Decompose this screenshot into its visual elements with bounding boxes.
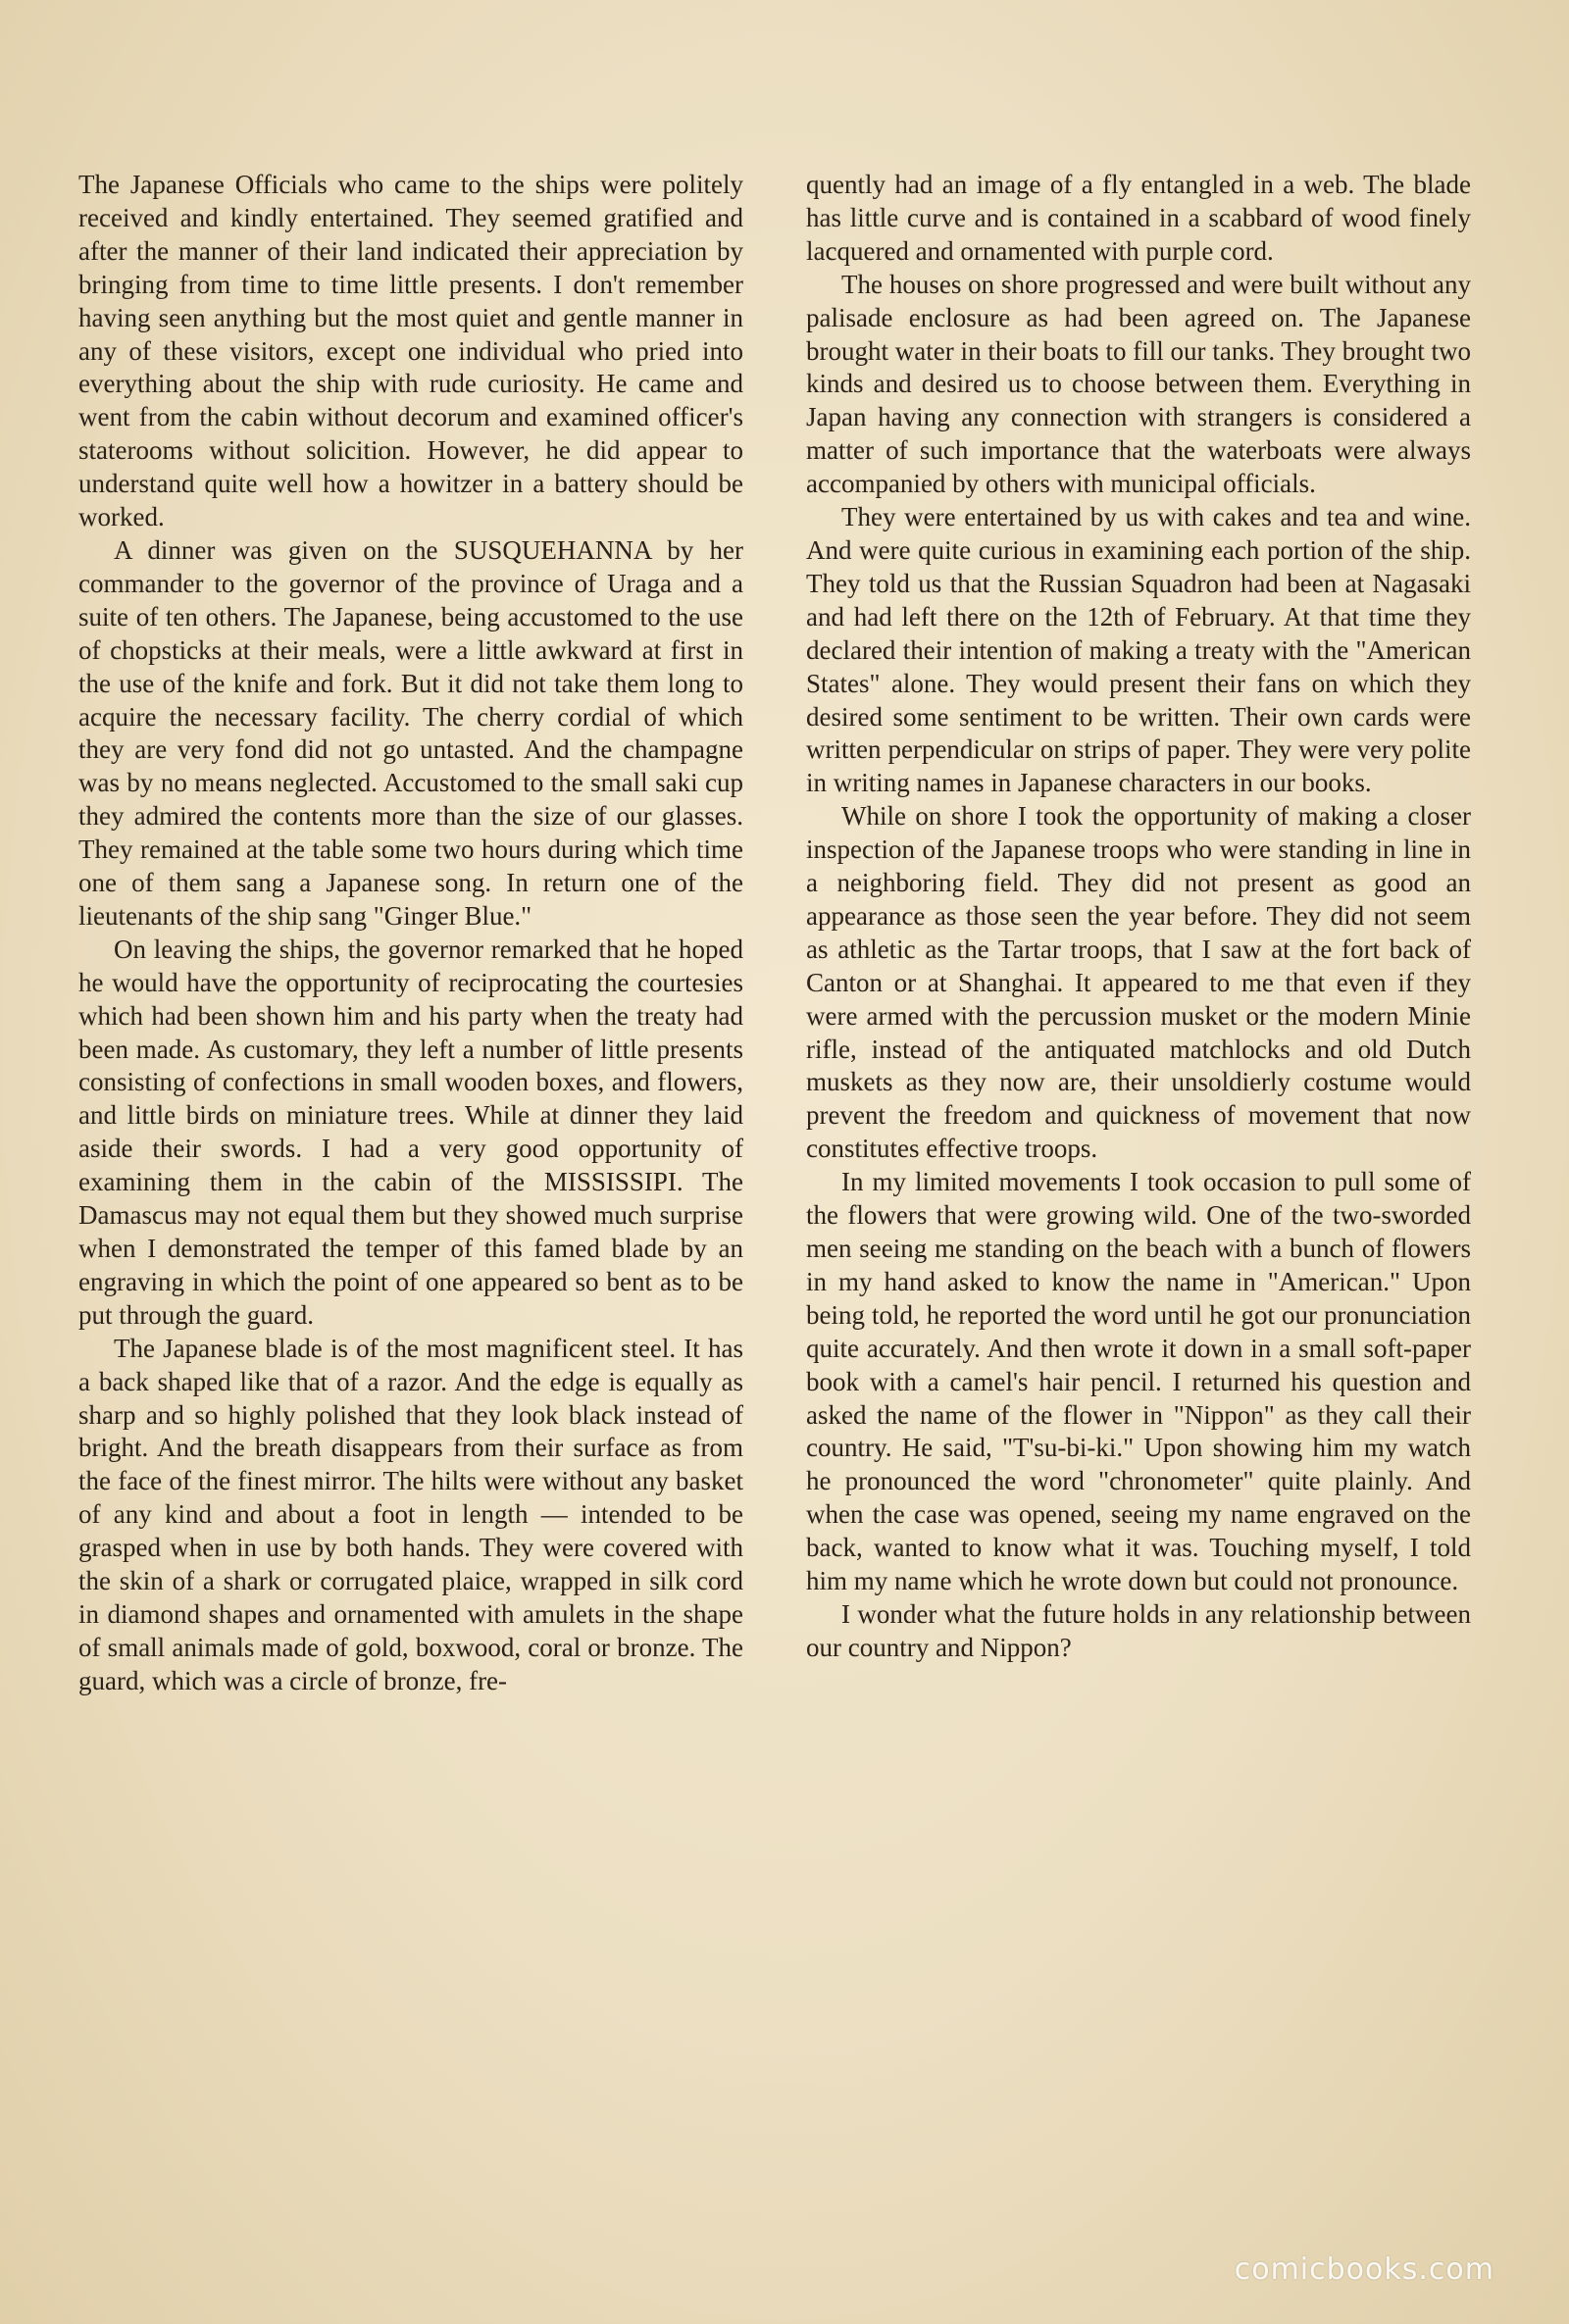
paragraph: While on shore I took the opportunity of making a closer inspection of the Japanese troops who were standing in line in a neighboring field. They did not present as good an appearance as those seen the year before. They did not seem as athletic as the Tartar troops, that I saw at the fort back of Canton or at Shanghai. It appeared to me that even if they were armed with the percussion musket or the modern Minie rifle, instead of the antiquated matchlocks and old Dutch muskets as they now are, their unsoldierly costume would prevent the freedom and quickness of movement that now constitutes effective troops. bbox=[806, 801, 1471, 1164]
watermark: comicbooks.com bbox=[1234, 2252, 1494, 2287]
paragraph: A dinner was given on the SUSQUEHANNA by her commander to the governor of the province of Uraga and a suite of ten others. The Japanese, being accustomed to the use of chopsticks at their meals, were a little awkward at first in the use of the knife and fork. But it did not take them long to acquire the necessary facility. The cherry cordial of which they are very fond did not go untasted. And the champagne was by no means neglected. Accustomed to the small saki cup they admired the contents more than the size of our glasses. They remained at the table some two hours during which time one of them sang a Japanese song. In return one of the lieutenants of the ship sang "Ginger Blue." bbox=[78, 534, 743, 931]
paragraph: They were entertained by us with cakes and tea and wine. And were quite curious in examining each portion of the ship. They told us that the Russian Squadron had been at Nagasaki and had left there on the 12th of February. At that time they declared their intention of making a treaty with the "American States" alone. They would present their fans on which they desired some sentiment to be written. Their own cards were written perpendicular on strips of paper. They were very polite in writing names in Japanese characters in our books. bbox=[806, 502, 1471, 798]
paragraph: I wonder what the future holds in any relationship between our country and Nippon? bbox=[806, 1598, 1471, 1662]
bleed-through-shadow bbox=[549, 0, 1432, 147]
paragraph: quently had an image of a fly entangled in a web. The blade has little curve and is contained in a scabbard of wood finely lacquered and ornamented with purple cord. bbox=[806, 170, 1471, 266]
paragraph: The Japanese Officials who came to the ships were politely received and kindly entertained. They seemed gratified and after the manner of their land indicated their appreciation by bringing from time to time little presents. I don't remember having seen anything but the most quiet and gentle manner in any of these visitors, except one individual who pried into everything about the ship with rude curiosity. He came and went from the cabin without decorum and examined officer's staterooms without solicition. However, he did appear to understand quite well how a howitzer in a battery should be worked. bbox=[78, 170, 743, 532]
left-column bbox=[78, 169, 743, 1698]
paragraph: On leaving the ships, the governor remarked that he hoped he would have the opportunity of reciprocating the courtesies which had been shown him and his party when the treaty had been made. As customary, they left a number of little presents consisting of confections in small wooden boxes, and flowers, and little birds on miniature trees. While at dinner they laid aside their swords. I had a very good opportunity of examining them in the cabin of the MISSISSIPI. The Damascus may not equal them but they showed much surprise when I demonstrated the temper of this famed blade by an engraving in which the point of one appeared so bent as to be put through the guard. bbox=[78, 934, 743, 1330]
paragraph: The houses on shore progressed and were built without any palisade enclosure as had been agreed on. The Japanese brought water in their boats to fill our tanks. They brought two kinds and desired us to choose between them. Everything in Japan having any connection with strangers is considered a matter of such importance that the waterboats were always accompanied by others with municipal officials. bbox=[806, 269, 1471, 499]
paragraph: In my limited movements I took occasion to pull some of the flowers that were growing wild. One of the two-sworded men seeing me standing on the beach with a bunch of flowers in my hand asked to know the name in "American." Upon being told, he reported the word until he got our pronunciation quite accurately. And then wrote it down in a small soft-paper book with a camel's hair pencil. I returned his question and asked the name of the flower in "Nippon" as they call their country. He said, "T'su-bi-ki." Upon showing him my watch he pronounced the word "chronometer" quite plainly. And when the case was opened, seeing my name engraved on the back, wanted to know what it was. Touching myself, I told him my name which he wrote down but could not pronounce. bbox=[806, 1167, 1471, 1596]
right-column bbox=[806, 169, 1471, 1665]
paragraph: The Japanese blade is of the most magnificent steel. It has a back shaped like that of a razor. And the edge is equally as sharp and so highly polished that they look black instead of bright. And the breath disappears from their surface as from the face of the finest mirror. The hilts were without any basket of any kind and about a foot in length — intended to be grasped when in use by both hands. They were covered with the skin of a shark or corrugated plaice, wrapped in silk cord in diamond shapes and ornamented with amulets in the shape of small animals made of gold, boxwood, coral or bronze. The guard, which was a circle of bronze, fre- bbox=[78, 1333, 743, 1695]
